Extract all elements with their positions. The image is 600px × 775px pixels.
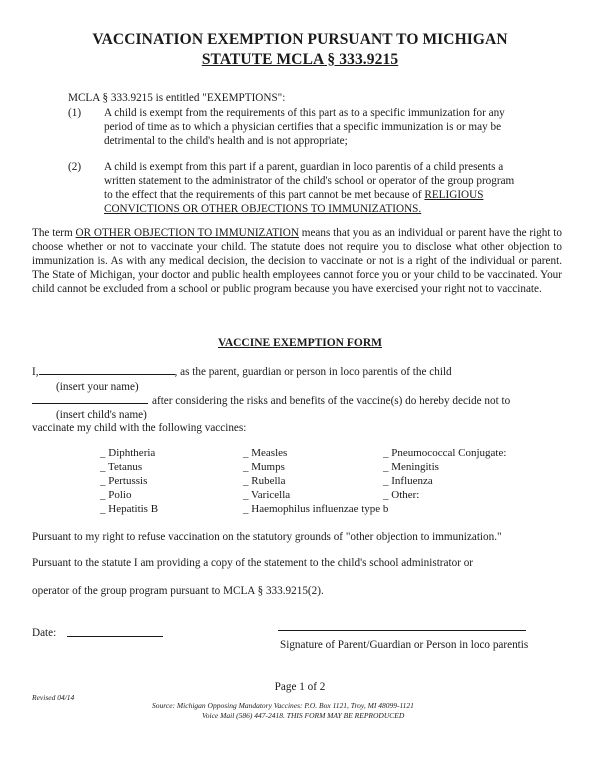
- item2-line3-underlined: RELIGIOUS: [424, 189, 484, 201]
- item2-line3: [104, 188, 536, 202]
- source-line: Source: Michigan Opposing Mandatory Vaccines: P.O. Box 1121, Troy, MI 48099-1121: [152, 701, 414, 710]
- item1-line2: period of time as to which a physician certifies that a specific immunization is or may be: [104, 121, 502, 133]
- form-heading: [0, 336, 600, 350]
- form-heading-text: VACCINE EXEMPTION FORM: [218, 337, 382, 349]
- item2-line3-pre: to the effect that the requirements of this part cannot be met because of: [104, 189, 425, 201]
- signature-field[interactable]: [278, 630, 526, 631]
- vaccine-measles[interactable]: _ Measles: [243, 447, 288, 459]
- vaccinate-line: vaccinate my child with the following vaccines:: [32, 422, 247, 434]
- item1-text: [104, 106, 536, 148]
- document-title-line2: [0, 50, 600, 69]
- vaccine-pneumococcal[interactable]: _ Pneumococcal Conjugate:: [383, 447, 507, 459]
- voicemail-line: Voice Mail (586) 447-2418. THIS FORM MAY BE REPRODUCED: [202, 711, 405, 720]
- parent-name-field[interactable]: [39, 364, 175, 375]
- vaccine-polio[interactable]: _ Polio: [100, 489, 132, 501]
- document-title-line2-text: STATUTE MCLA § 333.9215: [201, 51, 399, 68]
- vaccine-hepatitis-b[interactable]: _ Hepatitis B: [100, 503, 159, 515]
- vaccine-pertussis[interactable]: _ Pertussis: [100, 475, 148, 487]
- item2-line2: written statement to the administrator of the child's school or operator of the group program: [104, 175, 515, 187]
- item1-line3: detrimental to the child's health and is not appropriate;: [104, 135, 348, 147]
- vaccine-diphtheria[interactable]: _ Diphtheria: [100, 447, 156, 459]
- explanation-paragraph: [32, 226, 562, 296]
- vaccine-rubella[interactable]: _ Rubella: [243, 475, 286, 487]
- vaccine-mumps[interactable]: _ Mumps: [243, 461, 285, 473]
- item1-line1: A child is exempt from the requirements of this part as to a specific immunization for any: [104, 107, 505, 119]
- item1-number: (1): [68, 107, 82, 119]
- i-label: I,: [32, 366, 39, 378]
- operator-statement: operator of the group program pursuant to MCLA § 333.9215(2).: [32, 585, 324, 597]
- date-label: Date:: [32, 627, 57, 639]
- item2-number: (2): [68, 161, 82, 173]
- item2-line4-underlined: CONVICTIONS OR OTHER OBJECTIONS TO IMMUNIZATIONS.: [104, 203, 422, 215]
- signature-label: Signature of Parent/Guardian or Person in loco parentis: [280, 639, 529, 651]
- child-name-row: [32, 393, 510, 408]
- item2-line4: [104, 202, 536, 216]
- vaccine-other[interactable]: _ Other:: [383, 489, 420, 501]
- statute-intro: MCLA § 333.9215 is entitled "EXEMPTIONS":: [68, 92, 286, 104]
- para-post: means that you as an individual or parent have the right to choose whether or not to vaccinate your child. The statute does not require you to disclose what other objection to immunization is. As with any medical decision, the decision to vaccinate or not is a right of the individual or parent. The State of Michigan, your doctor and public health employees cannot force you or your child to be vaccinated. Your child cannot be excluded from a school or public program because you have exercised your right not to vaccinate.: [32, 227, 562, 295]
- page-number: Page 1 of 2: [274, 681, 326, 693]
- vaccine-meningitis[interactable]: _ Meningitis: [383, 461, 439, 473]
- parent-line-text: , as the parent, guardian or person in loco parentis of the child: [174, 366, 452, 378]
- item2-line1: A child is exempt from this part if a parent, guardian in loco parentis of a child presents a: [104, 161, 504, 173]
- para-pre: The term: [32, 227, 76, 239]
- insert-name-hint: (insert your name): [56, 381, 139, 393]
- vaccine-tetanus[interactable]: _ Tetanus: [100, 461, 143, 473]
- parent-name-row: [32, 364, 452, 379]
- pursuant-statement-1: Pursuant to my right to refuse vaccination on the statutory grounds of "other objection to immunization.": [32, 531, 502, 543]
- document-title-line1: VACCINATION EXEMPTION PURSUANT TO MICHIGAN: [92, 31, 508, 48]
- vaccine-influenza[interactable]: _ Influenza: [383, 475, 433, 487]
- child-name-field[interactable]: [32, 393, 148, 404]
- date-field[interactable]: [67, 636, 163, 637]
- vaccine-haemophilus[interactable]: _ Haemophilus influenzae type b: [243, 503, 389, 515]
- pursuant-statement-2: Pursuant to the statute I am providing a copy of the statement to the child's school administrator or: [32, 557, 474, 569]
- insert-child-hint: (insert child's name): [56, 409, 147, 421]
- revised-date: Revised 04/14: [32, 693, 75, 702]
- item2-text: [104, 160, 536, 216]
- para-underlined-term: OR OTHER OBJECTION TO IMMUNIZATION: [75, 227, 299, 239]
- vaccine-varicella[interactable]: _ Varicella: [243, 489, 291, 501]
- after-considering-text: after considering the risks and benefits of the vaccine(s) do hereby decide not to: [152, 395, 511, 407]
